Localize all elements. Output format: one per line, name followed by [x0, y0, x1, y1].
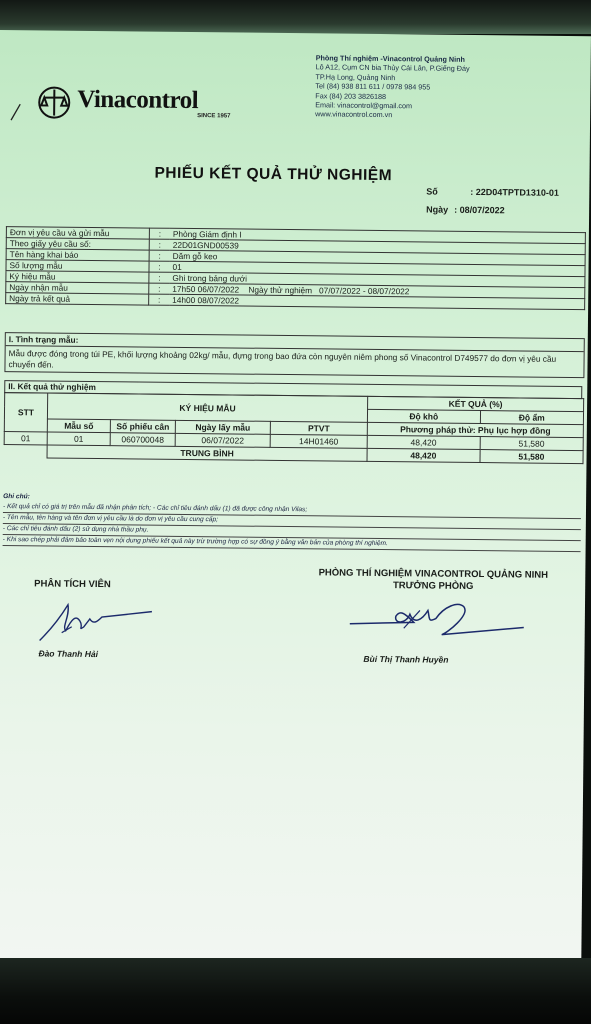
analyst-signature — [32, 596, 163, 647]
col-sample-symbol: KÝ HIỆU MẪU — [47, 393, 367, 422]
lab-line: TP.Hạ Long, Quảng Ninh — [315, 72, 396, 82]
col-ptvt: PTVT — [270, 421, 367, 435]
test-date-label: Ngày thử nghiệm — [248, 284, 313, 296]
notes-heading: Ghi chú: — [3, 493, 30, 501]
report-number-label: Số — [426, 186, 438, 197]
info-separator: : — [149, 239, 170, 250]
lab-line: www.vinacontrol.com.vn — [315, 109, 393, 120]
lab-line: Lô A12, Cụm CN bia Thủy Cái Lân, P.Giếng Đáy — [315, 62, 470, 74]
info-separator: : — [149, 261, 170, 272]
average-dryness: 48,420 — [367, 448, 480, 462]
info-value: Dăm gỗ keo — [170, 250, 586, 265]
average-moisture: 51,580 — [480, 450, 583, 464]
info-value: 14h00 08/07/2022 — [169, 294, 585, 309]
info-separator: : — [149, 283, 170, 294]
sample-state-heading: I. Tình trạng mẫu: — [6, 333, 584, 352]
col-sample-no: Mẫu số — [47, 419, 110, 433]
lab-head-title: TRƯỞNG PHÒNG — [392, 580, 474, 592]
note-line: - Các chỉ tiêu đánh dấu (2) sử dụng nhà thầu phụ. — [3, 524, 581, 541]
vinacontrol-logo — [37, 82, 237, 124]
logo-since: SINCE 1957 — [197, 113, 231, 120]
note-line: - Kết quả chỉ có giá trị trên mẫu đã nhận phân tích; - Các chỉ tiêu đánh dấu (1) đã được công nhận Vilas; — [3, 502, 581, 519]
col-stt: STT — [4, 393, 47, 432]
cell-sample-no: 01 — [47, 432, 110, 446]
logo-wordmark: Vinacontrol — [77, 85, 199, 115]
info-separator: : — [149, 272, 170, 283]
cell-weigh-ticket: 060700048 — [110, 433, 175, 447]
info-label: Ký hiệu mẫu — [6, 271, 149, 283]
monitor-top-bezel — [0, 0, 591, 34]
report-number — [426, 186, 559, 197]
sample-state-text: Mẫu được đóng trong túi PE, khối lượng khoảng 02kg/ mẫu, đựng trong bao đứa còn nguyên niêm phong số Vinacontrol D749577 do đơn vị yêu cầu chuyển đến. — [8, 348, 557, 370]
test-date-value: 07/07/2022 - 08/07/2022 — [318, 285, 410, 297]
col-sampling-date: Ngày lấy mẫu — [175, 420, 270, 434]
note-line: - Tên mẫu, tên hàng và tên đơn vị yêu cầu là do đơn vị yêu cầu cung cấp; — [3, 513, 581, 530]
report-date-value: : 08/07/2022 — [454, 204, 505, 216]
info-label: Theo giấy yêu cầu số: — [6, 238, 149, 250]
info-label: Ngày trả kết quả — [6, 293, 149, 305]
info-label: Đơn vị yêu cầu và gửi mẫu — [6, 227, 149, 239]
lab-line: Phòng Thí nghiệm -Vinacontrol Quảng Ninh — [315, 53, 465, 64]
lab-contact-block — [315, 53, 586, 122]
analyst-title: PHÂN TÍCH VIÊN — [34, 578, 111, 591]
sample-state-section — [4, 332, 584, 378]
col-result: KẾT QUẢ (%) — [368, 396, 584, 411]
results-heading: II. Kết quả thử nghiệm — [4, 380, 582, 399]
report-date-label: Ngày — [426, 204, 449, 215]
col-weigh-ticket: Số phiếu cân — [110, 420, 175, 434]
lab-head-signature — [344, 596, 544, 646]
info-label: Tên hàng khai báo — [6, 249, 149, 261]
note-line: - Khi sao chép phải đảm bảo toàn vẹn nội dung phiếu kết quả này trừ trường hợp có sự đồng ý bằng văn bản của phòng thí nghiệm. — [3, 535, 581, 552]
page-title: PHIẾU KẾT QUẢ THỬ NGHIỆM — [154, 164, 393, 185]
request-info-table — [5, 226, 586, 310]
info-value: 01 — [169, 261, 585, 276]
pen-stroke-mark — [9, 102, 23, 122]
monitor-bottom-bezel — [0, 958, 591, 1024]
info-separator: : — [149, 250, 170, 261]
lab-head-block — [283, 567, 583, 594]
report-number-value: : 22D04TPTD1310-01 — [470, 186, 559, 198]
info-value: 22D01GND00539 — [170, 239, 586, 254]
notes-section — [3, 492, 582, 552]
vinacontrol-emblem-icon — [37, 85, 71, 119]
results-table — [4, 392, 585, 464]
col-dryness: Độ khô — [367, 409, 480, 423]
receive-date-value: 17h50 06/07/2022 — [172, 283, 240, 295]
lab-head-name: Bùi Thị Thanh Huyền — [363, 653, 449, 665]
cell-moisture: 51,580 — [480, 437, 583, 451]
info-value: Phòng Giám định I — [170, 228, 586, 243]
average-label: TRUNG BÌNH — [47, 445, 367, 461]
report-date — [426, 204, 505, 215]
col-method: Phương pháp thử: Phụ lục hợp đồng — [367, 422, 583, 437]
analyst-name: Đào Thanh Hải — [38, 648, 99, 660]
info-value: Ghi trong bảng dưới — [169, 272, 585, 287]
cell-dryness: 48,420 — [367, 435, 480, 449]
info-separator: : — [149, 294, 170, 305]
col-moisture: Độ ẩm — [480, 411, 583, 425]
cell-stt: 01 — [4, 432, 47, 445]
lab-line: Tel (84) 938 811 611 / 0978 984 955 — [315, 81, 431, 92]
test-report-document — [0, 30, 591, 974]
cell-sampling-date: 06/07/2022 — [175, 433, 270, 447]
lab-org-name: PHÒNG THÍ NGHIỆM VINACONTROL QUẢNG NINH — [318, 567, 549, 581]
info-label: Số lượng mẫu — [6, 260, 149, 272]
info-separator: : — [149, 228, 170, 239]
info-label: Ngày nhận mẫu — [6, 282, 149, 294]
cell-ptvt: 14H01460 — [270, 434, 367, 448]
lab-line: Fax (84) 203 3826188 — [315, 90, 387, 101]
lab-line: Email: vinacontrol@gmail.com — [315, 100, 413, 111]
